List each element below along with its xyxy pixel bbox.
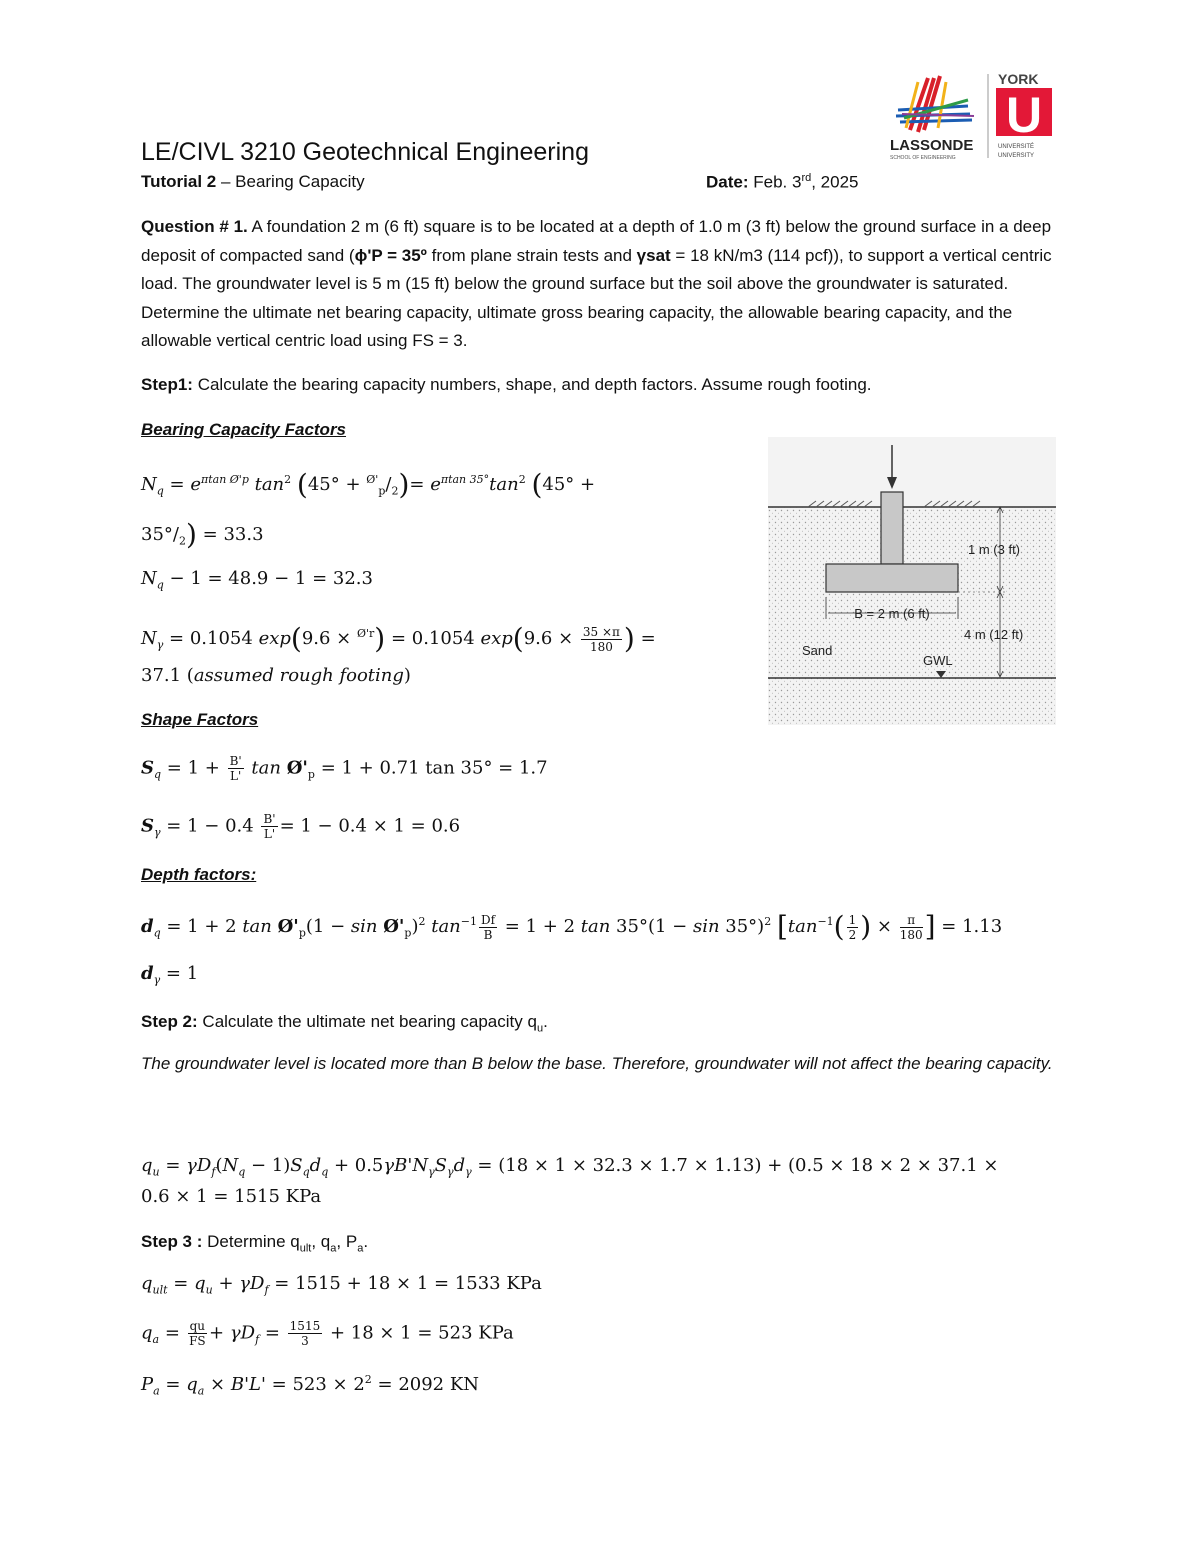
question-text: Question # 1. A foundation 2 m (6 ft) square is to be located at a depth of 1.0 m (3 ft) below the ground surface in a deep deposit of compacted sand (ϕ'P = 35º from plane strain tests and γsat = 18 kN/m3 (114 pcf)), to support a vertical centric load. The groundwater level is 5 m (15 ft) below the ground surface but the soil above the groundwater is saturated. Determine the ultimate net bearing capacity, ultimate gross bearing capacity, the allowable bearing capacity, and the allowable vertical centric load using FS = 3. — [141, 217, 1052, 350]
eq-nq-cont: $35^\circ/_2) = 33.3$ — [141, 518, 264, 551]
logo-school-sub: SCHOOL OF ENGINEERING — [890, 155, 956, 161]
step1-line: Step1: Calculate the bearing capacity numbers, shape, and depth factors. Assume rough footing. — [141, 375, 872, 394]
course-title: LE/CIVL 3210 Geotechnical Engineering — [141, 138, 589, 166]
date-line: Date: Feb. 3rd, 2025 — [706, 172, 859, 192]
section-shape-factors: Shape Factors — [141, 710, 259, 729]
depth-label: 1 m (3 ft) — [968, 542, 1021, 557]
gwl-label: GWL — [923, 653, 953, 668]
lassonde-emblem-icon — [896, 76, 974, 132]
eq-pa: $P_a = q_a \times B'L' = 523 \times 2^2 = 2092$ KN — [141, 1373, 480, 1398]
step2-line: Step 2: Calculate the ultimate net bearing capacity $q_u$. — [141, 1012, 548, 1035]
logo-school: LASSONDE — [890, 137, 974, 154]
eq-nq-minus-1: $N_q - 1 = 48.9 - 1 = 32.3$ — [141, 568, 373, 592]
eq-dgamma: $d_\gamma = 1$ — [141, 963, 199, 987]
tutorial-line: Tutorial 2 – Bearing Capacity — [141, 172, 365, 191]
eq-qu-result: 0.6 × 1 = 1515 KPa — [141, 1186, 322, 1207]
eq-sq: $S_q = 1$ + $\frac{B'}{L'}$ $\tan Ø'_p = 1 + 0.71$ tan 35° = 1.7 — [141, 754, 548, 783]
logo-univ: YORK — [998, 71, 1039, 87]
svg-text:U: U — [1005, 87, 1043, 143]
eq-ngamma-result: 37.1 (assumed rough footing) — [141, 665, 411, 686]
groundwater-note: The groundwater level is located more than B below the base. Therefore, groundwater will not affect the bearing capacity. — [141, 1054, 1053, 1073]
step3-line: Step 3 : Determine $q_{ult}$, $q_a$, $P_a$. — [141, 1232, 369, 1255]
eq-qu: $q_u = \gamma D_f(N_q - 1)S_qd_q + 0.5\gamma B'N_\gamma S_\gamma d_\gamma = (18 \times 1 \times 32.3 \times 1.7 \times 1.13) + (0.5 \times 18 \times 2 \times 37.1$ × — [141, 1155, 999, 1179]
svg-text:UNIVERSITY: UNIVERSITY — [998, 153, 1035, 159]
svg-text:UNIVERSITÉ: UNIVERSITÉ — [998, 144, 1035, 150]
eq-dq: $d_q = 1 + 2$ $\tan Ø'_p(1 - \sin$ $Ø'_p)^2$ $\tan^{-1}$ $\frac{Df}{B}$ = 1 + 2 $\tan 35^\circ(1 - \sin 35^\circ)^2$ [$\tan^{-1}$( $\frac{1}{2}$ ) × $\frac{\pi}{180}$ ] = 1.13 — [141, 910, 1003, 943]
width-label: B = 2 m (6 ft) — [854, 606, 930, 621]
lassonde-york-logo — [888, 70, 1058, 162]
eq-qa: $q_a$ = $\frac{qu}{FS}$ + $\gamma D_f$ = $\frac{1515}{3}$ + 18 × 1 = 523 KPa — [141, 1319, 514, 1348]
section-bearing-capacity: Bearing Capacity Factors — [141, 420, 347, 439]
foundation-diagram — [768, 437, 1056, 725]
gw-depth-label: 4 m (12 ft) — [964, 627, 1024, 642]
eq-ngamma: $N_\gamma = 0.1054$ exp(9.6 × $^{Ø'r}$) = 0.1054 exp(9.6 × $\frac{35 \times\pi}{180}$ ) = — [141, 622, 656, 655]
section-depth-factors: Depth factors: — [141, 865, 257, 884]
eq-qult: $q_{ult} = q_u + \gamma D_f = 1515 + 18 \times 1 = 1533$ KPa — [141, 1273, 542, 1297]
eq-sgamma: $S_\gamma = 1 - 0.4$ $\frac{B'}{L'}$ = 1 − 0.4 × 1 = 0.6 — [141, 812, 461, 841]
soil-label: Sand — [802, 643, 833, 658]
eq-nq: $N_q = e^{\pi tan Ø'p}$ $\tan^2 (45^\circ + ^{Ø'}_p/_2)= e^{\pi tan 35^\circ}\tan^2$ (45° + — [141, 468, 596, 501]
